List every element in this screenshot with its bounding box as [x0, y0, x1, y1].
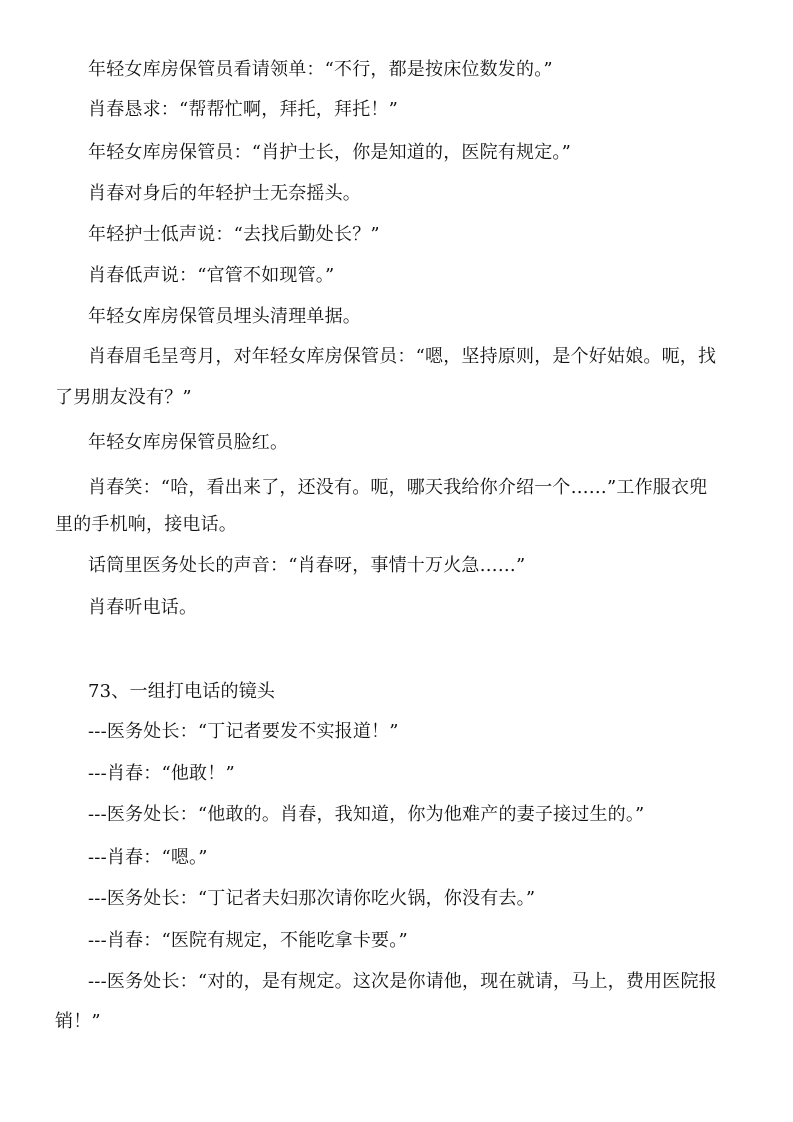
text-line: 话筒里医务处长的声音：“肖春呀，事情十万火急……”: [88, 555, 526, 576]
text-line: 年轻女库房保管员看请领单：“不行，都是按床位数发的。”: [88, 59, 553, 80]
text-line: 肖春对身后的年轻护士无奈摇头。: [88, 183, 361, 204]
text-line: ---医务处长：“丁记者夫妇那次请你吃火锅，你没有去。”: [88, 888, 536, 909]
text-line: 销！”: [55, 1011, 101, 1032]
text-line: ---肖春：“他敢！”: [88, 763, 235, 784]
text-line: 肖春眉毛呈弯月，对年轻女库房保管员：“嗯，坚持原则，是个好姑娘。呃，找: [88, 346, 717, 367]
text-line: ---医务处长：“丁记者要发不实报道！”: [88, 721, 399, 742]
text-line: 肖春听电话。: [88, 597, 198, 618]
text-line: 肖春低声说：“官管不如现管。”: [88, 265, 335, 286]
text-line: 肖春笑：“哈，看出来了，还没有。呃，哪天我给你介绍一个……”工作服衣兜: [88, 477, 708, 498]
section-heading: 73、一组打电话的镜头: [88, 681, 276, 702]
text-line: 年轻女库房保管员埋头清理单据。: [88, 306, 361, 327]
text-line: ---肖春：“医院有规定，不能吃拿卡要。”: [88, 930, 408, 951]
text-line: 里的手机响，接电话。: [55, 514, 237, 535]
text-line: 了男朋友没有？”: [55, 387, 192, 408]
text-line: ---肖春：“嗯。”: [88, 847, 208, 868]
text-line: ---医务处长：“对的，是有规定。这次是你请他，现在就请，马上，费用医院报: [88, 971, 717, 992]
text-line: 年轻护士低声说：“去找后勤处长？”: [88, 224, 380, 245]
text-line: 年轻女库房保管员脸红。: [88, 432, 289, 453]
text-line: ---医务处长：“他敢的。肖春，我知道，你为他难产的妻子接过生的。”: [88, 804, 645, 825]
text-line: 肖春恳求：“帮帮忙啊，拜托，拜托！”: [88, 99, 399, 120]
text-line: 年轻女库房保管员：“肖护士长，你是知道的，医院有规定。”: [88, 142, 572, 163]
